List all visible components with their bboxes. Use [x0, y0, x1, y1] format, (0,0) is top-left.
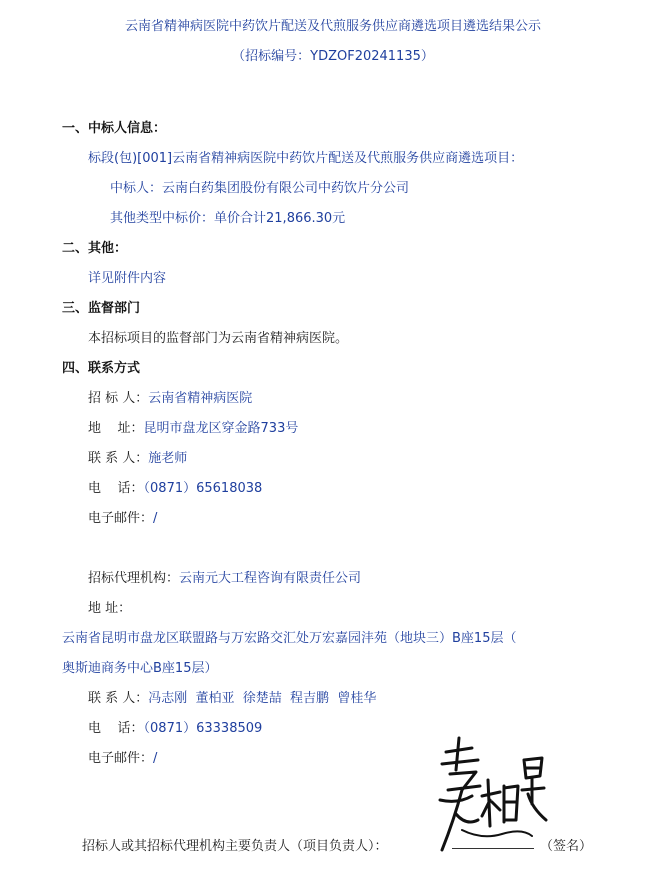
agency-phone-label: 电 话：: [88, 721, 144, 736]
section-2-heading: 二、其他：: [62, 241, 128, 256]
tenderer-contact-row: [88, 450, 187, 468]
tenderer-email-value: /: [153, 511, 158, 526]
signature-underline: [452, 848, 534, 849]
section-3-heading: 三、监督部门: [62, 301, 141, 316]
agency-contact-value: 冯志刚 董柏亚 徐楚喆 程吉鹏 曾桂华: [148, 691, 377, 706]
agency-contact-row: [88, 690, 376, 708]
tenderer-contact-value: 施老师: [148, 451, 188, 466]
document-title: 云南省精神病医院中药饮片配送及代煎服务供应商遴选项目遴选结果公示: [124, 19, 541, 34]
handwritten-signature: [432, 730, 552, 880]
agency-name-value: 云南元大工程咨询有限责任公司: [179, 571, 362, 586]
agency-email-value: /: [153, 751, 158, 766]
tenderer-phone-row: [88, 480, 262, 498]
agency-name-row: [88, 570, 361, 588]
tenderer-address-row: [88, 420, 298, 438]
agency-email-row: [88, 750, 157, 768]
price-value: 单价合计21,866.30元: [214, 211, 346, 226]
winner-row: [110, 180, 409, 198]
tenderer-contact-label: 联 系 人：: [88, 451, 149, 466]
agency-name-label: 招标代理机构：: [88, 571, 180, 586]
supervision-content: 本招标项目的监督部门为云南省精神病医院。: [88, 331, 349, 346]
agency-phone-row: [88, 720, 262, 738]
tenderer-address-value: 昆明市盘龙区穿金路733号: [143, 421, 299, 436]
tenderer-name-label: 招 标 人：: [88, 391, 149, 406]
agency-contact-label: 联 系 人：: [88, 691, 149, 706]
agency-address-label: 地 址：: [88, 601, 132, 616]
agency-address-line-2: 奥斯迪商务中心B座15层）: [62, 661, 218, 676]
winner-value: 云南白药集团股份有限公司中药饮片分公司: [162, 181, 410, 196]
signer-label: 招标人或其招标代理机构主要负责人（项目负责人）：: [82, 839, 388, 854]
tender-code: （招标编号：YDZOF20241135）: [232, 49, 434, 64]
tenderer-email-row: [88, 510, 157, 528]
tenderer-email-label: 电子邮件：: [88, 511, 154, 526]
agency-address-line-1: 云南省昆明市盘龙区联盟路与万宏路交汇处万宏嘉园沣苑（地块三）B座15层（: [62, 631, 517, 646]
price-label: 其他类型中标价：: [110, 211, 215, 226]
agency-phone-value: （0871）63338509: [143, 721, 263, 736]
tenderer-address-label: 地 址：: [88, 421, 144, 436]
sign-suffix: （签名）: [540, 839, 593, 854]
tenderer-name-value: 云南省精神病医院: [148, 391, 253, 406]
winner-label: 中标人：: [110, 181, 163, 196]
tenderer-name-row: [88, 390, 252, 408]
tenderer-phone-value: （0871）65618038: [143, 481, 263, 496]
section-4-heading: 四、联系方式: [62, 361, 141, 376]
section-1-heading: 一、中标人信息：: [62, 121, 167, 136]
tenderer-phone-label: 电 话：: [88, 481, 144, 496]
agency-email-label: 电子邮件：: [88, 751, 154, 766]
lot-line: 标段(包)[001]云南省精神病医院中药饮片配送及代煎服务供应商遴选项目：: [88, 151, 524, 166]
price-row: [110, 210, 345, 228]
other-content: 详见附件内容: [88, 271, 167, 286]
